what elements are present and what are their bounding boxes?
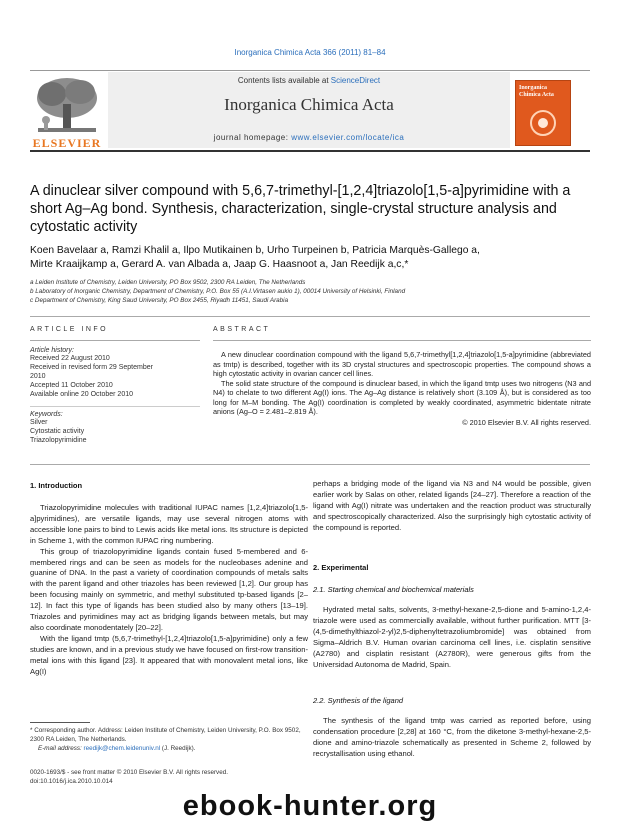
intro-paragraph-3: With the ligand tmtp (5,6,7-trimethyl-[1,2,4]triazolo[1,5-a]pyrimidine) only a few studies are known, and in a previous study we have focused on first-row transition-metal ions with this ligand [23]. It appeared that with monovalent metal ions, like Ag(I) <box>30 633 308 676</box>
footnote-corresponding: * Corresponding author. Address: Leiden Institute of Chemistry, Leiden University, P.O. Box 9502, 2300 RA Leiden, The Netherlands. <box>30 727 301 743</box>
author-line-2: Mirte Kraaijkamp a, Gerard A. van Albada a, Jaap G. Haasnoot a, Jan Reedijk a,c,* <box>30 259 409 270</box>
keywords-block <box>30 411 200 445</box>
history-revised-year: 2010 <box>30 373 46 380</box>
cover-title-line2: Chimica Acta <box>519 92 554 98</box>
section-heading-introduction: 1. Introduction <box>30 481 83 490</box>
intro-paragraph-2: This group of triazolopyrimidine ligands contain fused 5-membered and 6-membered rings and can be seen as models for the nucleobases adenine and guanine of DNA. In the past a variety of coordination compounds of metals salts with the parent ligand and other triazoles has been reviewed [1,2]. Our group has been focusing mainly on symmetric, and methyl substituted tp-based ligands [2–12]. In fact this type of ligands has been studied also by many others [13–19]. Triazoles and pyrimidines may act as bridging ligands between metals, but may also coordinate monodentately [20–22]. <box>30 546 308 632</box>
article-history <box>30 347 200 399</box>
keyword-item: Triazolopyrimidine <box>30 437 87 444</box>
intro-paragraph-1: Triazolopyrimidine molecules with traditional IUPAC names [1,2,4]triazolo[1,5-a]pyrimidines), are versatile ligands, may use several nitrogen atoms with accessible lone pairs to bind to Lewis acids like metal ions. Its structure is depicted in Scheme 1, with the common IUPAC ring numbering. <box>30 503 308 545</box>
footnote-rule <box>30 722 90 723</box>
history-online: Available online 20 October 2010 <box>30 391 134 398</box>
abstract-heading: ABSTRACT <box>213 326 271 333</box>
issn-line: 0020-1693/$ - see front matter © 2010 Elsevier B.V. All rights reserved. <box>30 769 228 776</box>
homepage-link[interactable]: www.elsevier.com/locate/ica <box>291 133 405 142</box>
article-title: A dinuclear silver compound with 5,6,7-trimethyl-[1,2,4]triazolo[1,5-a]pyrimidine with a short Ag–Ag bond. Synthesis, characterization, single-crystal structure analysis and cytostatic activity <box>30 183 571 235</box>
author-list <box>30 244 590 272</box>
affiliation-a: a Leiden Institute of Chemistry, Leiden University, PO Box 9502, 2300 RA Leiden, The Netherlands <box>30 279 306 286</box>
copyright-notice: © 2010 Elsevier B.V. All rights reserved. <box>462 417 591 427</box>
subsection-heading-materials: 2.1. Starting chemical and biochemical materials <box>313 585 474 594</box>
materials-paragraph: Hydrated metal salts, solvents, 3-methyl-hexane-2,5-dione and 5-amino-1,2,4-triazole were used as commercially available, without further purification. MTT [3-(4,5-dimethylthiazol-2-yl)2,5-diphenyltetrazoliumbromide] was obtained from Sigma–Aldrich B.V. Human ovarian carcinoma cell lines, i.e. cisplatin sensitive (A2780) and cisplatin resistant (A2780R), were generous gifts from the Universidad Autonoma de Madrid, Spain. <box>313 605 591 669</box>
ligand-synthesis-paragraph: The synthesis of the ligand tmtp was carried as reported before, using condensation procedure [2,28] at 160 °C, from the diketone 3-methyl-hexane-2,5-dione and amino-triazole schematically as presented in Scheme 2, followed by recrystallisation using ethanol. <box>313 716 591 758</box>
affiliation-c: c Department of Chemistry, King Saud University, PO Box 2455, Riyadh 11451, Saudi Arabia <box>30 297 289 304</box>
sciencedirect-link[interactable]: ScienceDirect <box>330 76 381 85</box>
history-revised: Received in revised form 29 September <box>30 364 153 371</box>
ligand-synthesis-body <box>313 716 591 760</box>
cover-molecule-icon <box>524 107 562 139</box>
history-label: Article history: <box>30 347 74 354</box>
section-heading-experimental: 2. Experimental <box>313 563 369 572</box>
author-line-1: Koen Bavelaar a, Ramzi Khalil a, Ilpo Mutikainen b, Urho Turpeinen b, Patricia Marquès-Gallego a, <box>30 245 480 256</box>
subsection-heading-ligand-synthesis: 2.2. Synthesis of the ligand <box>313 696 404 705</box>
email-link[interactable]: reedijk@chem.leidenuniv.nl <box>83 745 161 752</box>
header-divider-top <box>30 70 590 71</box>
abstract-paragraph-1: A new dinuclear coordination compound with the ligand 5,6,7-trimethyl[1,2,4]triazolo[1,5-a]pyrimidine (abbreviated as tmtp) is described, together with its 3D crystal structures and spectroscopic properties. The compound shows a high cytostatic activity in ovarian cancer cell lines. <box>213 350 591 378</box>
contents-line <box>108 76 510 85</box>
journal-reference[interactable]: Inorganica Chimica Acta 366 (2011) 81–84 <box>234 48 386 57</box>
journal-cover-thumbnail <box>515 80 571 146</box>
history-received: Received 22 August 2010 <box>30 355 110 362</box>
elsevier-wordmark: ELSEVIER <box>32 136 102 150</box>
materials-body <box>313 605 591 670</box>
divider-body <box>30 464 590 465</box>
watermark-text: ebook-hunter.org <box>182 790 438 822</box>
footnote-email <box>38 745 308 754</box>
homepage-prefix: journal homepage: <box>213 133 292 142</box>
email-suffix: (J. Reedijk). <box>160 745 196 752</box>
right-column-intro-continued <box>313 479 591 534</box>
doi-link[interactable]: doi:10.1016/j.ica.2010.10.014 <box>30 778 113 785</box>
header-divider-bottom <box>30 150 590 152</box>
cover-title-line1: Inorganica <box>519 85 548 91</box>
divider-info <box>30 340 200 341</box>
contents-prefix: Contents lists available at <box>237 76 331 85</box>
divider-keywords <box>30 406 200 407</box>
divider-front-matter <box>30 316 590 317</box>
introduction-body <box>30 503 308 678</box>
keyword-item: Silver <box>30 419 48 426</box>
abstract-body <box>213 350 591 427</box>
abstract-paragraph-2: The solid state structure of the compound is dinuclear based, in which the ligand tmtp uses two nitrogens (N3 and N4) to chelate to two different Ag(I) ions. The Ag–Ag distance is relatively short (3.109 Å), but is considered as too long for M–M bonding. The Ag(I) coordination is completed by weakly coordinated, asymmetric bidentate nitrate anions (Ag–O = 2.481–2.819 Å). <box>213 378 591 416</box>
intro-continuation-paragraph: perhaps a bridging mode of the ligand via N3 and N4 would be possible, given earlier work by Salas on other, related ligands [24–27]. Therefore a reaction of the ligand with Ag(I) nitrate was undertaken and the reaction product was structurally and spectroscopically characterized. Also the surprisingly high cytostatic activity of the compound is reported. <box>313 479 591 532</box>
email-label: E-mail address: <box>38 745 84 752</box>
keywords-label: Keywords: <box>30 411 63 418</box>
journal-homepage <box>108 133 510 142</box>
journal-title: Inorganica Chimica Acta <box>224 95 394 114</box>
history-accepted: Accepted 11 October 2010 <box>30 382 113 389</box>
keyword-item: Cytostatic activity <box>30 428 85 435</box>
article-info-heading: ARTICLE INFO <box>30 326 109 333</box>
divider-abstract <box>213 340 591 341</box>
affiliation-b: b Laboratory of Inorganic Chemistry, Department of Chemistry, P.O. Box 55 (A.I.Virtasen aukio 1), 00014 University of Helsinki, Finland <box>30 288 406 295</box>
